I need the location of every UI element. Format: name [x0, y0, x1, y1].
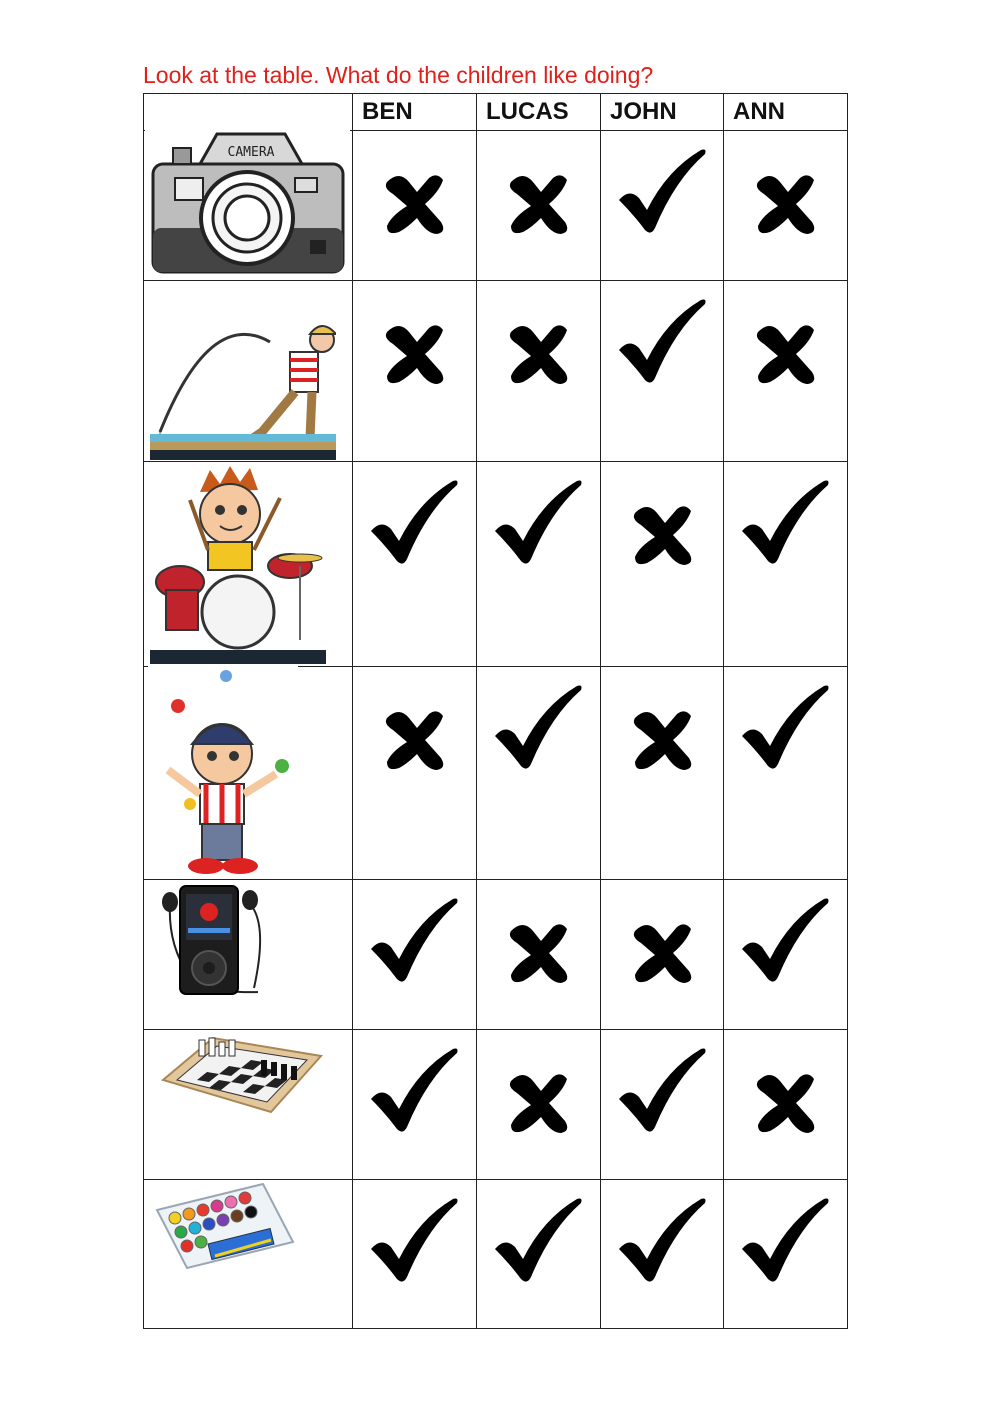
column-header-ann: ANN — [733, 98, 785, 125]
cross-mark-icon-row4-john — [627, 702, 697, 779]
tick-mark-icon-row3-ben — [367, 479, 461, 574]
paint-palette-icon — [153, 1180, 295, 1270]
tick-mark-icon-row7-ann — [738, 1197, 832, 1292]
tick-mark-icon-row3-lucas — [491, 479, 585, 574]
chess-icon — [153, 1030, 323, 1116]
tick-mark-icon-row4-lucas — [491, 684, 585, 779]
column-header-john: JOHN — [610, 98, 677, 125]
cross-mark-icon-row5-lucas — [503, 915, 573, 992]
tick-mark-icon-row1-john — [615, 148, 709, 243]
tick-mark-icon-row4-ann — [738, 684, 832, 779]
column-header-lucas: LUCAS — [486, 98, 569, 125]
fishing-icon — [150, 312, 336, 460]
cross-mark-icon-row2-lucas — [503, 316, 573, 393]
mp3-player-icon — [158, 884, 272, 998]
cross-mark-icon-row1-ann — [750, 166, 820, 243]
cross-mark-icon-row5-john — [627, 915, 697, 992]
drums-icon — [150, 462, 326, 664]
tick-mark-icon-row7-john — [615, 1197, 709, 1292]
tick-mark-icon-row2-john — [615, 298, 709, 393]
cross-mark-icon-row2-ben — [379, 316, 449, 393]
tick-mark-icon-row6-ben — [367, 1047, 461, 1142]
juggling-icon — [148, 666, 298, 876]
svg-text:CAMERA: CAMERA — [227, 145, 275, 160]
tick-mark-icon-row3-ann — [738, 479, 832, 574]
cross-mark-icon-row6-ann — [750, 1065, 820, 1142]
cross-mark-icon-row4-ben — [379, 702, 449, 779]
tick-mark-icon-row5-ann — [738, 897, 832, 992]
cross-mark-icon-row3-john — [627, 497, 697, 574]
tick-mark-icon-row5-ben — [367, 897, 461, 992]
tick-mark-icon-row7-lucas — [491, 1197, 585, 1292]
cross-mark-icon-row2-ann — [750, 316, 820, 393]
cross-mark-icon-row1-ben — [379, 166, 449, 243]
tick-mark-icon-row6-john — [615, 1047, 709, 1142]
tick-mark-icon-row7-ben — [367, 1197, 461, 1292]
cross-mark-icon-row1-lucas — [503, 166, 573, 243]
instruction-text: Look at the table. What do the children like doing? — [143, 62, 654, 88]
camera-icon — [145, 128, 350, 280]
column-header-ben: BEN — [362, 98, 413, 125]
cross-mark-icon-row6-lucas — [503, 1065, 573, 1142]
